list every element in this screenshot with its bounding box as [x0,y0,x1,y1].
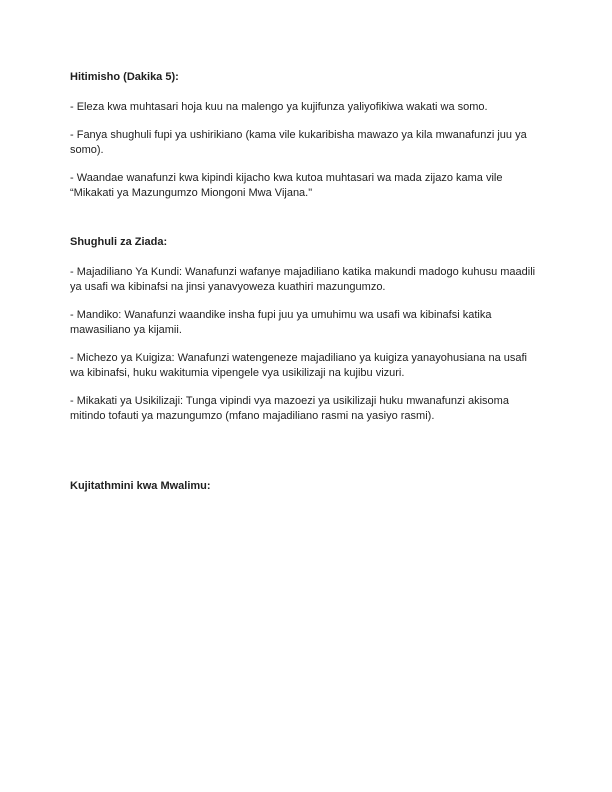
paragraph-bullet: - Waandae wanafunzi kwa kipindi kijacho kwa kutoa muhtasari wa mada zijazo kama vile “Mikakati ya Mazungumzo Miongoni Mwa Vijana." [70,172,503,199]
section-heading-hitimisho: Hitimisho (Dakika 5): [70,71,179,83]
paragraph-bullet: - Eleza kwa muhtasari hoja kuu na malengo ya kujifunza yaliyofikiwa wakati wa somo. [70,101,488,113]
section-shughuli-za-ziada [70,235,544,424]
paragraph-bullet: - Mandiko: Wanafunzi waandike insha fupi juu ya umuhimu wa usafi wa kibinafsi katika mawasiliano ya kijamii. [70,309,492,336]
section-kujitathmini [70,479,544,494]
section-hitimisho [70,70,544,201]
paragraph-bullet: - Mikakati ya Usikilizaji: Tunga vipindi vya mazoezi ya usikilizaji huku mwanafunzi akisoma mitindo tofauti ya mazungumzo (mfano majadiliano rasmi na yasiyo rasmi). [70,395,509,422]
paragraph-bullet: - Fanya shughuli fupi ya ushirikiano (kama vile kukaribisha mawazo ya kila mwanafunzi juu ya somo). [70,129,527,156]
paragraph-bullet: - Michezo ya Kuigiza: Wanafunzi watengeneze majadiliano ya kuigiza yanayohusiana na usafi wa kibinafsi, huku wakitumia vipengele vya usikilizaji na kujibu vizuri. [70,352,527,379]
paragraph-bullet: - Majadiliano Ya Kundi: Wanafunzi wafanye majadiliano katika makundi madogo kuhusu maadili ya usafi wa kibinafsi na jinsi yanavyoweza kuathiri mazungumzo. [70,266,536,293]
section-heading-shughuli-za-ziada: Shughuli za Ziada: [70,236,168,248]
section-heading-kujitathmini: Kujitathmini kwa Mwalimu: [70,480,211,492]
